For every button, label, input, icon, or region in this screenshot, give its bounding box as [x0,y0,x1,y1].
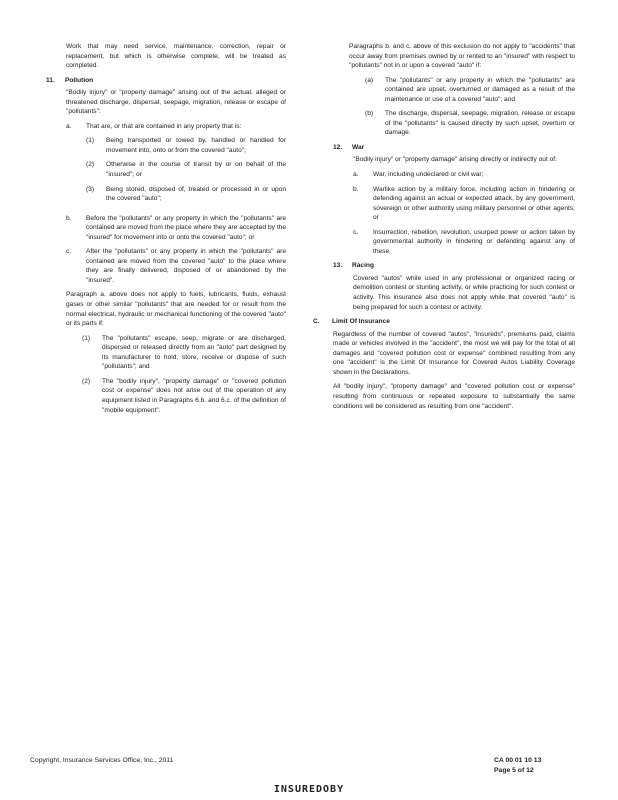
sub-item [86,160,286,179]
list-item [353,185,575,223]
section-11-title: Pollution [65,76,94,84]
exception-list [66,334,286,415]
right-column [313,42,575,416]
list-item-text: That are, or that are contained in any property that is: [86,122,242,130]
section-11-number: 11. [46,76,55,84]
list-item-label: c. [66,248,72,256]
section-12-title: War [352,143,365,151]
sub-item-text: The "bodily injury", "property damage" or "covered pollution cost or expense" does not arise out of the operation of any equipment listed in Paragraphs 6.b. and 6.c. of the definition of "mobile equipment". [102,377,286,414]
copyright-notice: Copyright, Insurance Services Office, Inc., 2011 [30,757,174,764]
section-11-heading [46,76,286,86]
section-12-list [353,170,575,256]
sub-item-text: Being stored, disposed of, treated or processed in or upon the covered "auto"; [106,185,286,203]
sub-item [86,185,286,204]
intro-list [349,76,575,138]
form-number: CA 00 01 10 13 [494,757,542,764]
section-c-paragraph-1: Regardless of the number of covered "autos", "insureds", premiums paid, claims made or vehicles involved in the "accident", the most we will pay for the total of all damages and "covered pollution cost or expense" combined resulting from any one "accident" is the Limit Of Insurance for Covered Autos Liability Coverage shown in the Declarations. [333,330,575,376]
page-footer [494,756,541,775]
sub-item-label: (b) [365,110,374,118]
sub-item-text: The "pollutants" or any property in which the "pollutants" are contained are upset, overturned or damaged as a result of the maintenance or use of a covered "auto"; and [385,76,575,103]
list-item-label: b. [353,185,359,193]
sub-item-label: (2) [86,161,95,169]
section-12-heading [333,143,575,153]
list-item-text: Warlike action by a military force, including action in hindering or defending against an actual or expected attack, by any government, sovereign or other authority using military personnel or other agents; or [373,185,575,222]
section-12-number: 12. [333,143,343,151]
left-intro-paragraph: Work that may need service, maintenance, correction, repair or replacement, but which is otherwise complete, will be treated as completed. [66,43,286,70]
sub-item [82,377,286,415]
sub-item-text: The "pollutants" escape, seep, migrate or are discharged, dispersed or released directly from an "auto" part designed by its manufacturer to hold, store, receive or dispose of such "pollutants"; and [102,334,286,371]
list-item [353,228,575,257]
list-item [353,170,575,180]
sub-item-text: Being transported or towed by, handled or handled for movement into, onto or from the covered "auto"; [106,137,286,154]
section-13-title: Racing [352,262,374,270]
list-item [66,214,286,243]
section-13-heading [333,261,575,271]
list-item-label: a. [353,171,359,179]
list-item-text: Before the "pollutants" or any property in which the "pollutants" are contained are moved from the place where they are accepted by the "insured" for movement into or onto the covered "auto"; or [86,214,286,241]
section-11-body: "Bodily injury" or "property damage" arising out of the actual, alleged or threatened discharge, dispersal, seepage, migration, release or escape of "pollutants": [66,89,286,116]
list-item-label: b. [66,214,72,222]
page-number: Page 5 of 12 [494,766,534,774]
sub-item [365,76,575,105]
sub-item-text: The discharge, dispersal, seepage, migration, release or escape of the "pollutants" is caused directly by such upset, overturn or damage. [385,110,575,137]
sub-item [365,109,575,138]
left-column [46,42,286,420]
section-13-number: 13. [333,262,343,270]
sub-item-label: (1) [82,334,91,342]
list-item [66,122,286,209]
sub-item [86,136,286,155]
section-13-body: Covered "autos" while used in any professional or organized racing or demolition contest or stunting activity, or while practicing for such contest or activity. This insurance also does not apply while that covered "auto" is being prepared for such a contest or activity. [353,274,575,311]
list-item-text: War, including undeclared or civil war; [373,171,484,179]
section-11-list [66,122,286,286]
sub-item-label: (3) [86,185,95,193]
list-item [66,247,286,285]
section-11-exception-paragraph: Paragraph a. above does not apply to fuels, lubricants, fluids, exhaust gases or other similar "pollutants" that are needed for or result from the normal electrical, hydraulic or mechanical functioning of the covered "auto" or its parts if: [66,291,286,328]
list-item-text: Insurrection, rebellion, revolution, usurped power or action taken by governmental authority in hindering or defending against any of these. [373,228,575,255]
section-12-body: "Bodily injury" or "property damage" arising directly or indirectly out of: [353,156,557,164]
sub-item-text: Otherwise in the course of transit by or on behalf of the "insured"; or [106,161,286,179]
list-item-label: a. [66,122,72,130]
section-c-paragraph-2: All "bodily injury", "property damage" and "covered pollution cost or expense" resulting from continuous or repeated exposure to substantially the same conditions will be considered as resulting from one "accident". [333,383,575,410]
list-item-label: c. [353,228,359,236]
section-c-title: Limit Of Insurance [332,318,390,326]
sub-item-label: (2) [82,377,91,385]
brand-watermark: INSUREDOBY [273,784,345,795]
section-c-number: C. [313,318,320,326]
right-intro-paragraph: Paragraphs b. and c. above of this exclusion do not apply to "accidents" that occur away from premises owned by or rented to an "insured" with respect to "pollutants" not in or upon a covered "auto" if: [349,43,575,70]
list-item-text: After the "pollutants" or any property in which the "pollutants" are contained are moved from the covered "auto" to the place where they are finally delivered, disposed of or abandoned by the "insured". [86,248,286,284]
sub-item-label: (1) [86,137,95,145]
sub-item-label: (a) [365,76,374,84]
section-c-heading [313,317,575,327]
sub-item [82,334,286,372]
